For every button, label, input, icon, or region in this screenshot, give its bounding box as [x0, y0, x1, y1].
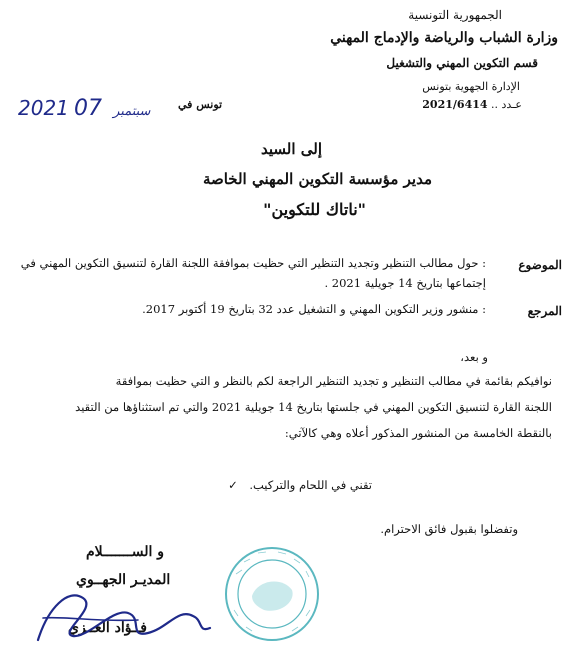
date-stamp [18, 96, 156, 121]
regional-header: الإدارة الجهوية بتونس [422, 80, 520, 93]
addressee-position: مدير مؤسسة التكوين المهني الخاصة [202, 170, 432, 188]
list-item [228, 472, 372, 498]
signature-name: فــؤاد العــزي [68, 620, 147, 636]
check-icon: ✓ [228, 478, 238, 492]
closing-line: وتفضلوا بقبول فائق الاحترام. [380, 522, 518, 536]
signature-salutation: و الســـــــلام [86, 544, 165, 560]
ministry-header: وزارة الشباب والرياضة والإدماج المهني [330, 30, 558, 46]
date-day: 07 [74, 96, 102, 121]
subject-line-2: إجتماعها بتاريخ 14 جويلية 2021 . [324, 276, 486, 290]
subject-label: الموضوع [518, 258, 562, 272]
date-month: سبتمبر [113, 104, 151, 119]
subject-line-1: : حول مطالب التنظير وتجديد التنظير التي حظيت بموافقة اللجنة القارة لتنسيق التكوين المهني في [20, 256, 486, 270]
reference-text: : منشور وزير التكوين المهني و التشغيل عدد 32 بتاريخ 19 أكتوبر 2017. [142, 302, 486, 316]
paragraph-line-1: نوافيكم بقائمة في مطالب التنظير و تجديد التنظير الراجعة لكم بالنظر و التي حظيت بموافقة [115, 374, 552, 388]
addressee-institution: "ناتاك للتكوين" [263, 200, 366, 219]
reference-number-line: عـدد .. 2021/6414 [422, 98, 522, 111]
reference-label: المرجع [527, 304, 562, 318]
handwritten-signature [28, 578, 218, 648]
signature-title: المديـر الجهــوي [76, 572, 171, 588]
department-header: قسم التكوين المهني والتشغيل [386, 56, 538, 70]
item-text: تقني في اللحام والتركيب. [249, 478, 372, 492]
addressee-to: إلى السيد [261, 140, 322, 158]
greeting: و بعد، [460, 350, 488, 364]
official-seal-icon [222, 544, 322, 644]
paragraph-line-2: اللجنة القارة لتنسيق التكوين المهني في جلستها بتاريخ 14 جويلية 2021 والتي تم استثناؤها من التقيد [75, 400, 552, 414]
date-place: تونس في [178, 98, 223, 111]
reference-number-label: عـدد [501, 98, 522, 111]
republic-header: الجمهورية التونسية [408, 8, 502, 22]
paragraph-line-3: بالنقطة الخامسة من المنشور المذكور أعلاه وهي كالآتي: [284, 426, 552, 440]
reference-number: 2021/6414 [422, 98, 488, 111]
date-year: 2021 [18, 96, 69, 120]
